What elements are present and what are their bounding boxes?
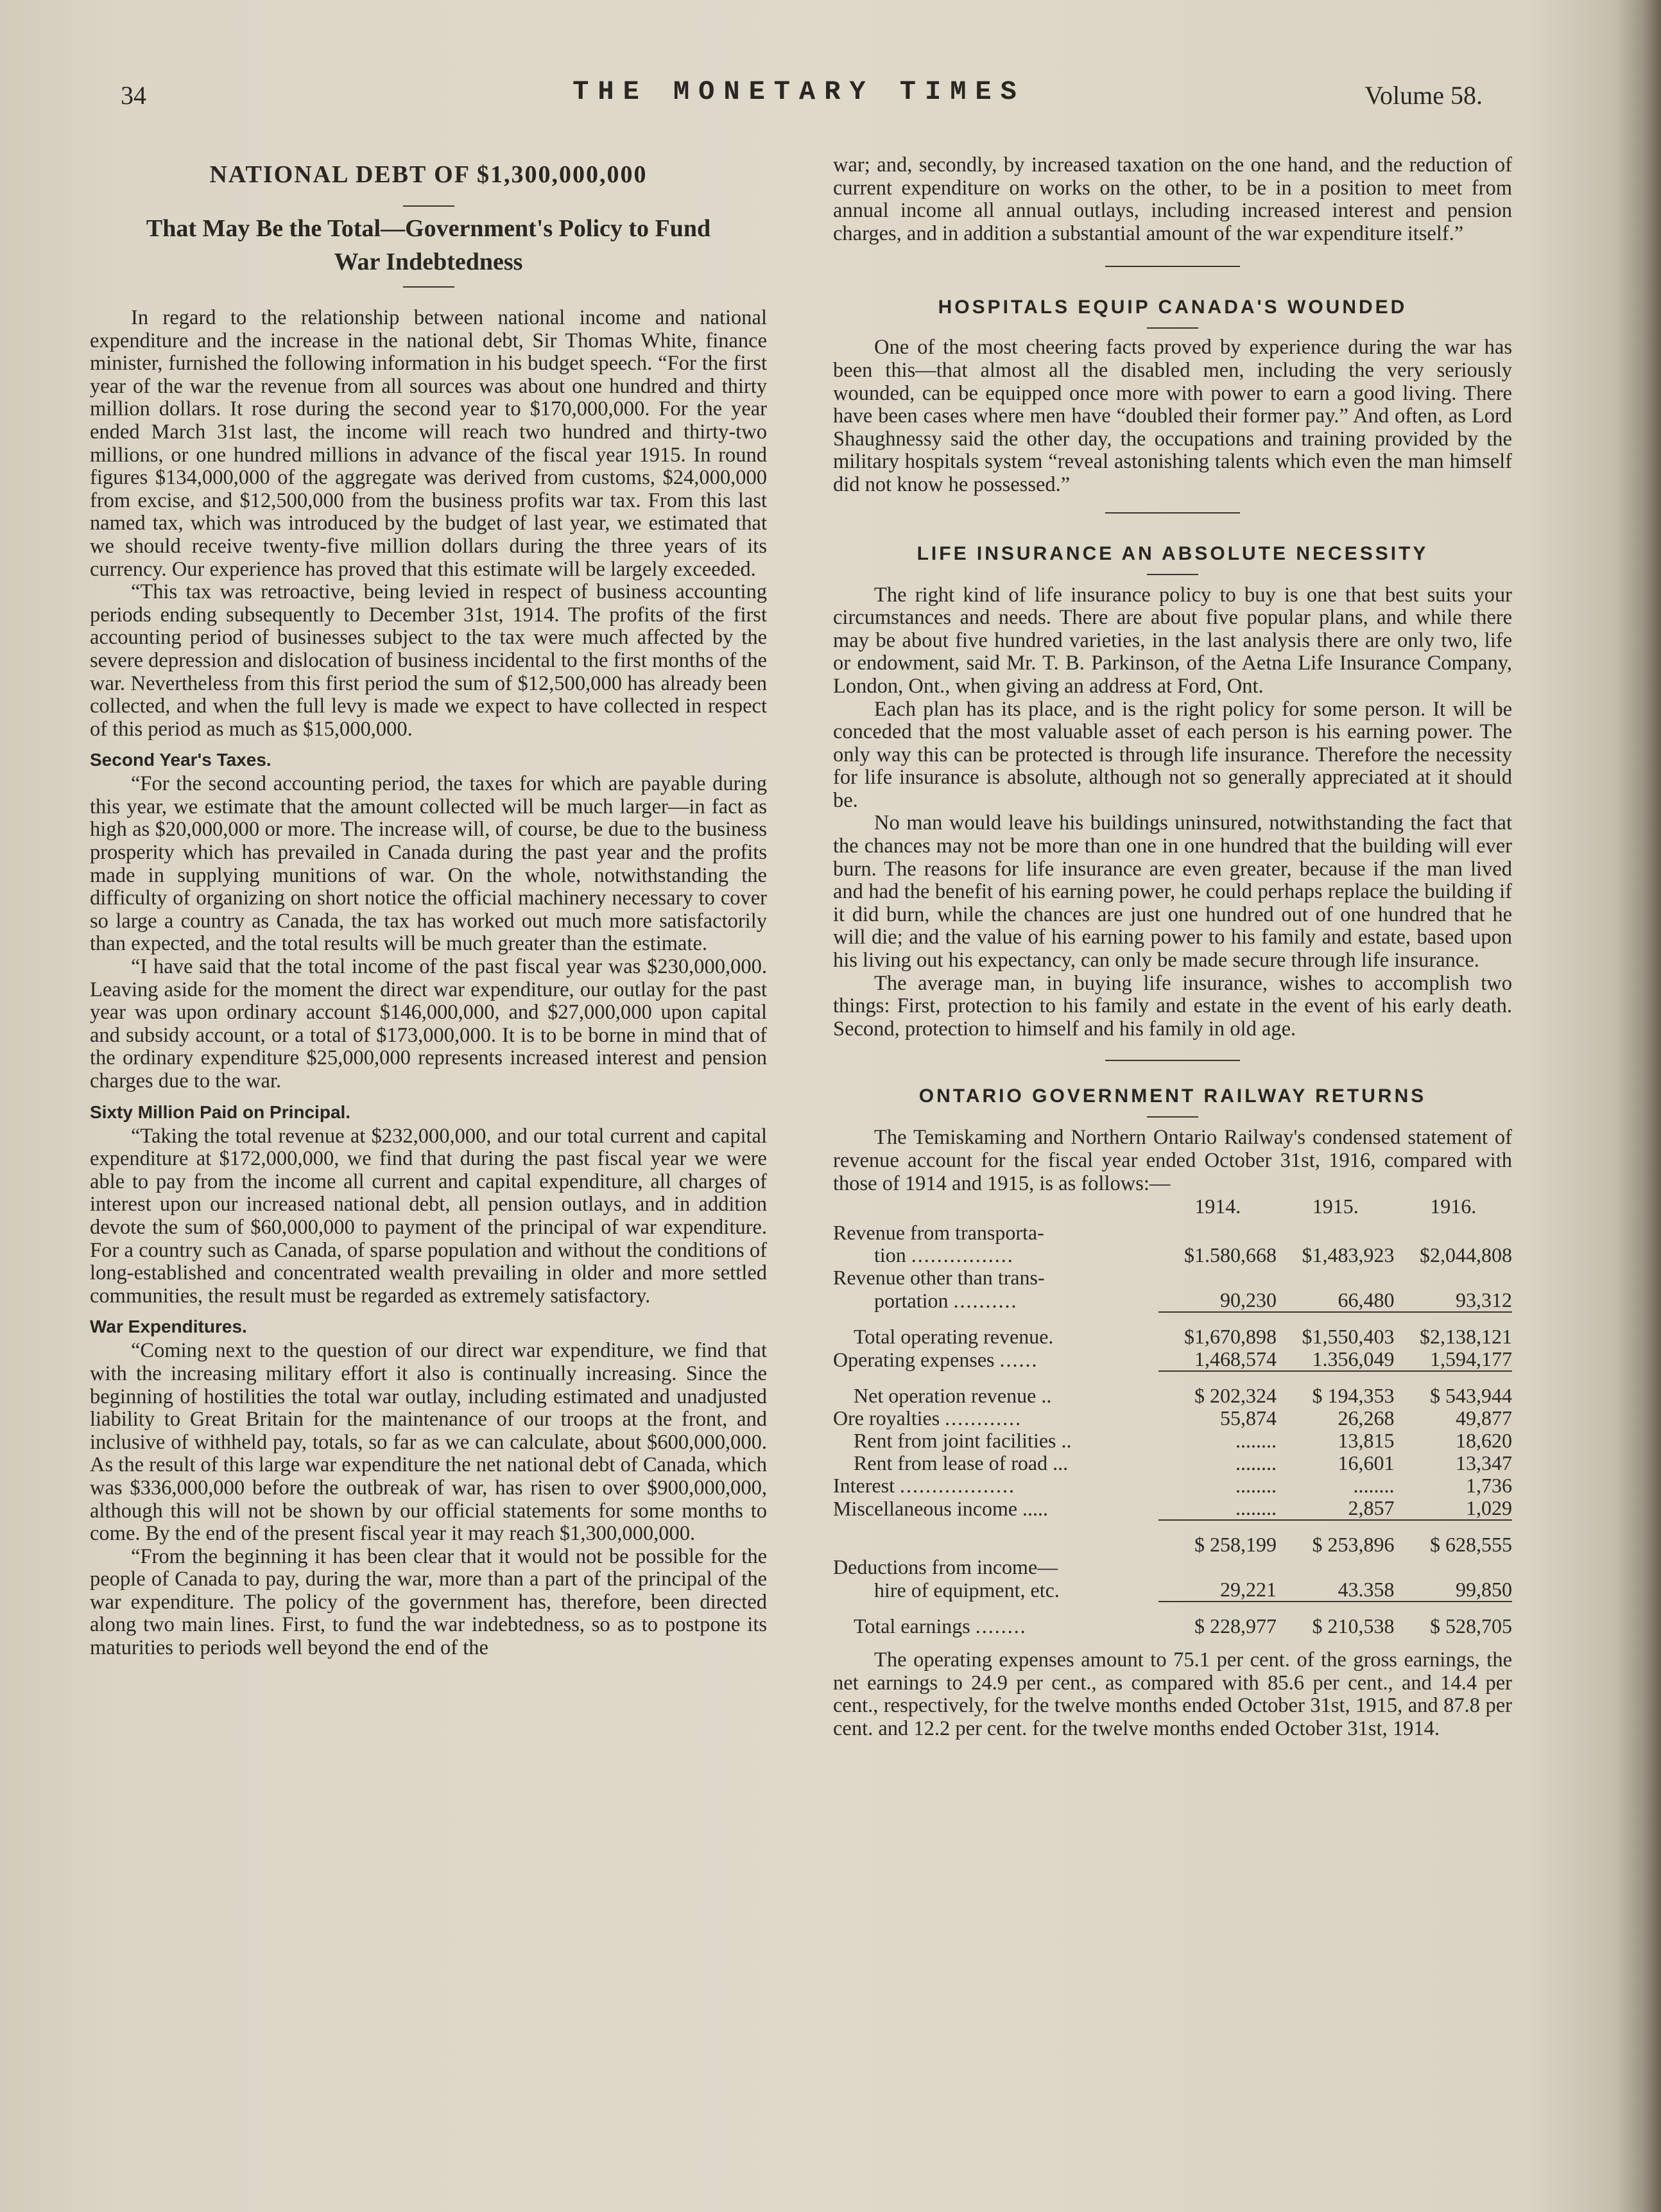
table-cell: 29,221 <box>1158 1578 1277 1602</box>
title-rule <box>1147 327 1198 329</box>
row-label: tion <box>874 1243 906 1267</box>
section-divider <box>1105 512 1240 514</box>
life-paragraph: The average man, in buying life insurance, wishes to accomplish two things: First, protection to his family and estate in the event of his early death. Second, protection to himself and his family in old age. <box>833 971 1512 1041</box>
table-cell: $1.580,668 <box>1183 1243 1277 1267</box>
table-row: Ore royalties ............ 55,874 26,268 49,877 <box>833 1406 1512 1430</box>
debt-paragraph: “I have said that the total income of the past fiscal year was $230,000,000. Leaving aside for the moment the direct war expenditure, our outlay for the past year was upon ordinary account $146,000,000, and $27,000,000 upon capital and subsidy account, or a total of $173,000,000. It is to be borne in mind that of the ordinary expenditure $25,000,000 represents increased interest and pension charges due to the war. <box>90 955 767 1093</box>
table-cell: 43.358 <box>1277 1578 1395 1602</box>
table-cell: $2,044,808 <box>1420 1243 1512 1267</box>
table-row <box>833 1534 1512 1556</box>
table-cell: 99,850 <box>1394 1578 1512 1602</box>
debt-paragraph: In regard to the relationship between national income and national expenditure and the increase in the national debt, Sir Thomas White, finance minister, furnished the following information in his budget speech. “For the first year of the war the revenue from all sources was about one hundred and thirty million dollars. It rose during the second year to $170,000,000. For the year ended March 31st last, the income will reach two hundred and thirty-two millions, or one hundred millions in advance of the fiscal year 1915. In round figures $134,000,000 of the aggregate was derived from customs, $24,000,000 from excise, and $12,500,000 from the business profits war tax. From this last named tax, which was introduced by the budget of last year, we estimated that we should receive twenty-five million dollars during the three years of its currency. Our experience has proved that this estimate will be largely exceeded. <box>90 306 767 581</box>
table-cell: $1,483,923 <box>1302 1243 1395 1267</box>
life-paragraph: Each plan has its place, and is the right policy for some person. It will be conceded that the most valuable asset of each person is his earning power. The only way this can be protected is through life insurance. Therefore the necessity for life insurance is absolute, although not so generally appreciated at it should be. <box>833 697 1512 812</box>
debt-paragraph: “Taking the total revenue at $232,000,000, and our total current and capital expenditure at $172,000,000, we find that during the past fiscal year we were able to pay from the income all current and capital expenditure, all charges of interest upon our increased national debt, all pension outlays, and in addition devote the sum of $60,000,000 to payment of the principal of war expenditure. For a country such as Canada, of sparse population and without the conditions of long-established and concentrated wealth prevailing in older and more settled communities, the result must be regarded as extremely satisfactory. <box>90 1124 767 1308</box>
table-cell: 16,601 <box>1338 1451 1395 1475</box>
table-cell: ........ <box>1235 1429 1277 1453</box>
title-rule <box>403 205 454 207</box>
row-label: Deductions from income— <box>833 1555 1058 1579</box>
table-cell: 55,874 <box>1219 1406 1277 1430</box>
table-cell: 90,230 <box>1158 1289 1277 1312</box>
running-head <box>116 76 1483 119</box>
row-label: Ore royalties <box>833 1406 940 1430</box>
table-cell: $ 228,977 <box>1194 1614 1277 1638</box>
table-cell: $ 528,705 <box>1430 1614 1512 1638</box>
table-row: Operating expenses ...... 1,468,574 1.356,049 1,594,177 <box>833 1347 1512 1372</box>
table-cell: $ 258,199 <box>1194 1533 1277 1557</box>
row-label: Miscellaneous income <box>833 1497 1018 1521</box>
row-label: Total operating revenue. <box>854 1325 1054 1349</box>
article-subtitle-line2: War Indebtedness <box>334 248 523 275</box>
table-header-row <box>833 1195 1512 1222</box>
life-paragraph: The right kind of life insurance policy to buy is one that best suits your circumstances and needs. There are about five popular plans, and while there may be about five hundred varieties, in the last analysis there are only two, life or endowment, said Mr. T. B. Parkinson, of the Aetna Life Insurance Company, London, Ont., when giving an address at Ford, Ont. <box>833 583 1512 698</box>
binding-shadow <box>1616 0 1661 2212</box>
row-label: portation <box>874 1289 949 1313</box>
table-row <box>833 1578 1512 1602</box>
article-title-debt: NATIONAL DEBT OF $1,300,000,000 <box>209 161 648 188</box>
table-row: Net operation revenue .. $ 202,324 $ 194,353 $ 543,944 <box>854 1384 1512 1408</box>
volume-label: Volume 58. <box>1364 81 1483 110</box>
subhead-sixty-million: Sixty Million Paid on Principal. <box>90 1102 351 1122</box>
year-header: 1914. <box>1194 1195 1241 1218</box>
debt-paragraph: “For the second accounting period, the taxes for which are payable during this year, we estimate that the amount collected will be much larger—in fact as high as $20,000,000 or more. The increase will, of course, be due to the business prosperity which has prevailed in Canada during the past year and the profits made in supplying munitions of war. On the whole, notwithstanding the difficulty of organizing on short notice the official machinery necessary to cover so large a country as Canada, the tax has worked out much more satisfactorily than expected, and the total results will be much greater than the estimate. <box>90 772 767 956</box>
table-cell: $ 543,944 <box>1430 1384 1512 1408</box>
railway-intro: The Temiskaming and Northern Ontario Railway's condensed statement of revenue account for the fiscal year ended October 31st, 1916, compared with those of 1914 and 1915, is as follows:— <box>833 1126 1512 1195</box>
article-subtitle-line1: That May Be the Total—Government's Policy to Fund <box>146 215 711 242</box>
table-cell: 1,736 <box>1466 1474 1512 1498</box>
table-cell: ........ <box>1235 1451 1277 1475</box>
table-row: Miscellaneous income ..... ........ 2,857 1,029 <box>833 1496 1512 1521</box>
table-cell: 1,029 <box>1394 1497 1512 1520</box>
table-row <box>833 1222 1512 1244</box>
table-row: Rent from lease of road ... ........ 16,601 13,347 <box>854 1451 1512 1475</box>
debt-paragraph: “From the beginning it has been clear that it would not be possible for the people of Canada to pay, during the war, more than a part of the principal of the war expenditure. The policy of the government has, therefore, been directed along two main lines. First, to fund the war indebtedness, so as to postpone its maturities to periods well beyond the end of the <box>90 1544 767 1660</box>
table-cell: $2,138,121 <box>1420 1325 1512 1349</box>
table-cell: 18,620 <box>1456 1429 1512 1453</box>
table-row: portation .......... 90,230 66,480 93,312 <box>874 1288 1512 1313</box>
table-cell: 1.356,049 <box>1277 1348 1395 1371</box>
debt-paragraph: “This tax was retroactive, being levied in respect of business accounting periods ending subsequently to December 31st, 1914. The profits of the first accounting period of businesses subject to the tax were much affected by the severe depression and dislocation of business incidental to the first months of the war. Nevertheless from this first period the sum of $12,500,000 has already been collected, and when the full levy is made we expect to have collected in respect of this period as much as $15,000,000. <box>90 580 767 741</box>
year-header: 1915. <box>1312 1195 1359 1218</box>
subhead-war-expenditures: War Expenditures. <box>90 1317 247 1337</box>
railway-closing: The operating expenses amount to 75.1 per cent. of the gross earnings, the net earnings to 24.9 per cent., as compared with 85.6 per cent., and 14.4 per cent., respectively, for the twelve months ended October 31st, 1915, and 87.8 per cent. and 12.2 per cent. for the twelve months ended October 31st, 1914. <box>833 1648 1512 1740</box>
row-label: Revenue from transporta- <box>833 1221 1044 1245</box>
row-label: Revenue other than trans- <box>833 1266 1045 1290</box>
page-number: 34 <box>121 81 146 110</box>
table-cell: $1,550,403 <box>1302 1325 1395 1349</box>
table-cell: $ 202,324 <box>1194 1384 1277 1408</box>
table-cell: $ 628,555 <box>1430 1533 1512 1557</box>
table-row <box>833 1326 1512 1348</box>
row-label: Interest <box>833 1474 895 1498</box>
article-title-life-insurance: LIFE INSURANCE AN ABSOLUTE NECESSITY <box>917 542 1429 564</box>
left-column <box>90 160 767 1660</box>
row-label: Total earnings <box>854 1614 970 1638</box>
year-header: 1916. <box>1430 1195 1477 1218</box>
table-row <box>833 1556 1512 1578</box>
table-cell: $ 194,353 <box>1312 1384 1395 1408</box>
table-cell: $ 253,896 <box>1312 1533 1395 1557</box>
masthead: THE MONETARY TIMES <box>572 76 1026 107</box>
table-cell: 1,594,177 <box>1394 1348 1512 1371</box>
subhead-second-year: Second Year's Taxes. <box>90 750 271 770</box>
table-cell: 13,347 <box>1456 1451 1512 1475</box>
table-row: Rent from joint facilities .. ........ 13,815 18,620 <box>854 1429 1512 1453</box>
row-label: Rent from lease of road <box>854 1451 1048 1475</box>
table-cell: 93,312 <box>1394 1289 1512 1312</box>
title-rule <box>1147 1116 1198 1118</box>
row-label <box>833 1534 1158 1556</box>
table-cell: $ 210,538 <box>1312 1614 1395 1638</box>
table-cell: 1,468,574 <box>1158 1348 1277 1371</box>
article-title-hospitals: HOSPITALS EQUIP CANADA'S WOUNDED <box>938 297 1407 318</box>
table-cell: 13,815 <box>1338 1429 1395 1453</box>
table-row: Total earnings ........ $ 228,977 $ 210,538 $ 528,705 <box>854 1614 1512 1638</box>
table-cell: 26,268 <box>1338 1406 1395 1430</box>
row-label: hire of equipment, etc. <box>874 1578 1060 1602</box>
table-cell: 2,857 <box>1277 1497 1395 1520</box>
debt-paragraph: “Coming next to the question of our direct war expenditure, we find that with the increasing military effort it also is continually increasing. Since the beginning of hostilities the total war outlay, including estimated and unadjusted liability to Great Britain for the maintenance of our troops at the front, and inclusive of withheld pay, totals, so far as we can calculate, about $600,000,000. As the result of this large war expenditure the net national debt of Canada, which was $336,000,000 before the outbreak of war, has risen to over $900,000,000, although this will not be shown by our official statements for some months to come. By the end of the present fiscal year it may reach $1,300,000,000. <box>90 1339 767 1546</box>
subtitle-rule <box>403 286 454 288</box>
row-label: Rent from joint facilities <box>854 1429 1056 1453</box>
section-divider <box>1105 1060 1240 1061</box>
row-label: Net operation revenue <box>854 1384 1037 1408</box>
section-divider <box>1105 266 1240 267</box>
row-label: Operating expenses <box>833 1348 995 1372</box>
table-cell: ........ <box>1158 1497 1277 1520</box>
article-title-railway: ONTARIO GOVERNMENT RAILWAY RETURNS <box>918 1085 1427 1107</box>
table-cell: $1,670,898 <box>1183 1325 1277 1349</box>
table-row: Interest .................. ........ ........ 1,736 <box>833 1474 1512 1498</box>
title-rule <box>1147 574 1198 575</box>
table-row <box>833 1266 1512 1289</box>
right-column <box>833 154 1512 1741</box>
hospitals-paragraph: One of the most cheering facts proved by experience during the war has been this—that almost all the disabled men, including the very seriously wounded, can be equipped once more with power to earn a good living. There have been cases where men have “doubled their former pay.” And often, as Lord Shaughnessy said the other day, the occupations and training provided by the military hospitals system “reveal astonishing talents which even the man himself did not know he possessed.” <box>833 336 1512 496</box>
table-cell: 66,480 <box>1277 1289 1395 1312</box>
railway-returns-table <box>833 1195 1512 1637</box>
life-paragraph: No man would leave his buildings uninsured, notwithstanding the fact that the chances may not be more than one in one hundred that the building will ever burn. The reasons for life insurance are even greater, because if the man lived and had the benefit of his earning power, he could perhaps replace the building if it did burn, while the chances are just one hundred out of one hundred that he will die; and the value of his earning power to his family and estate, based upon his living out his expectancy, can only be made secure through life insurance. <box>833 811 1512 972</box>
table-cell: 49,877 <box>1456 1406 1512 1430</box>
debt-paragraph-continued: war; and, secondly, by increased taxation on the one hand, and the reduction of current expenditure on works on the other, to be in a position to meet from annual income all annual outlays, including increased interest and pension charges, and in addition a substantial amount of the war expenditure itself.” <box>833 153 1512 245</box>
table-cell: ........ <box>1235 1474 1277 1498</box>
table-row: tion ................ $1.580,668 $1,483,923 $2,044,808 <box>874 1243 1512 1267</box>
table-cell: ........ <box>1353 1474 1395 1498</box>
